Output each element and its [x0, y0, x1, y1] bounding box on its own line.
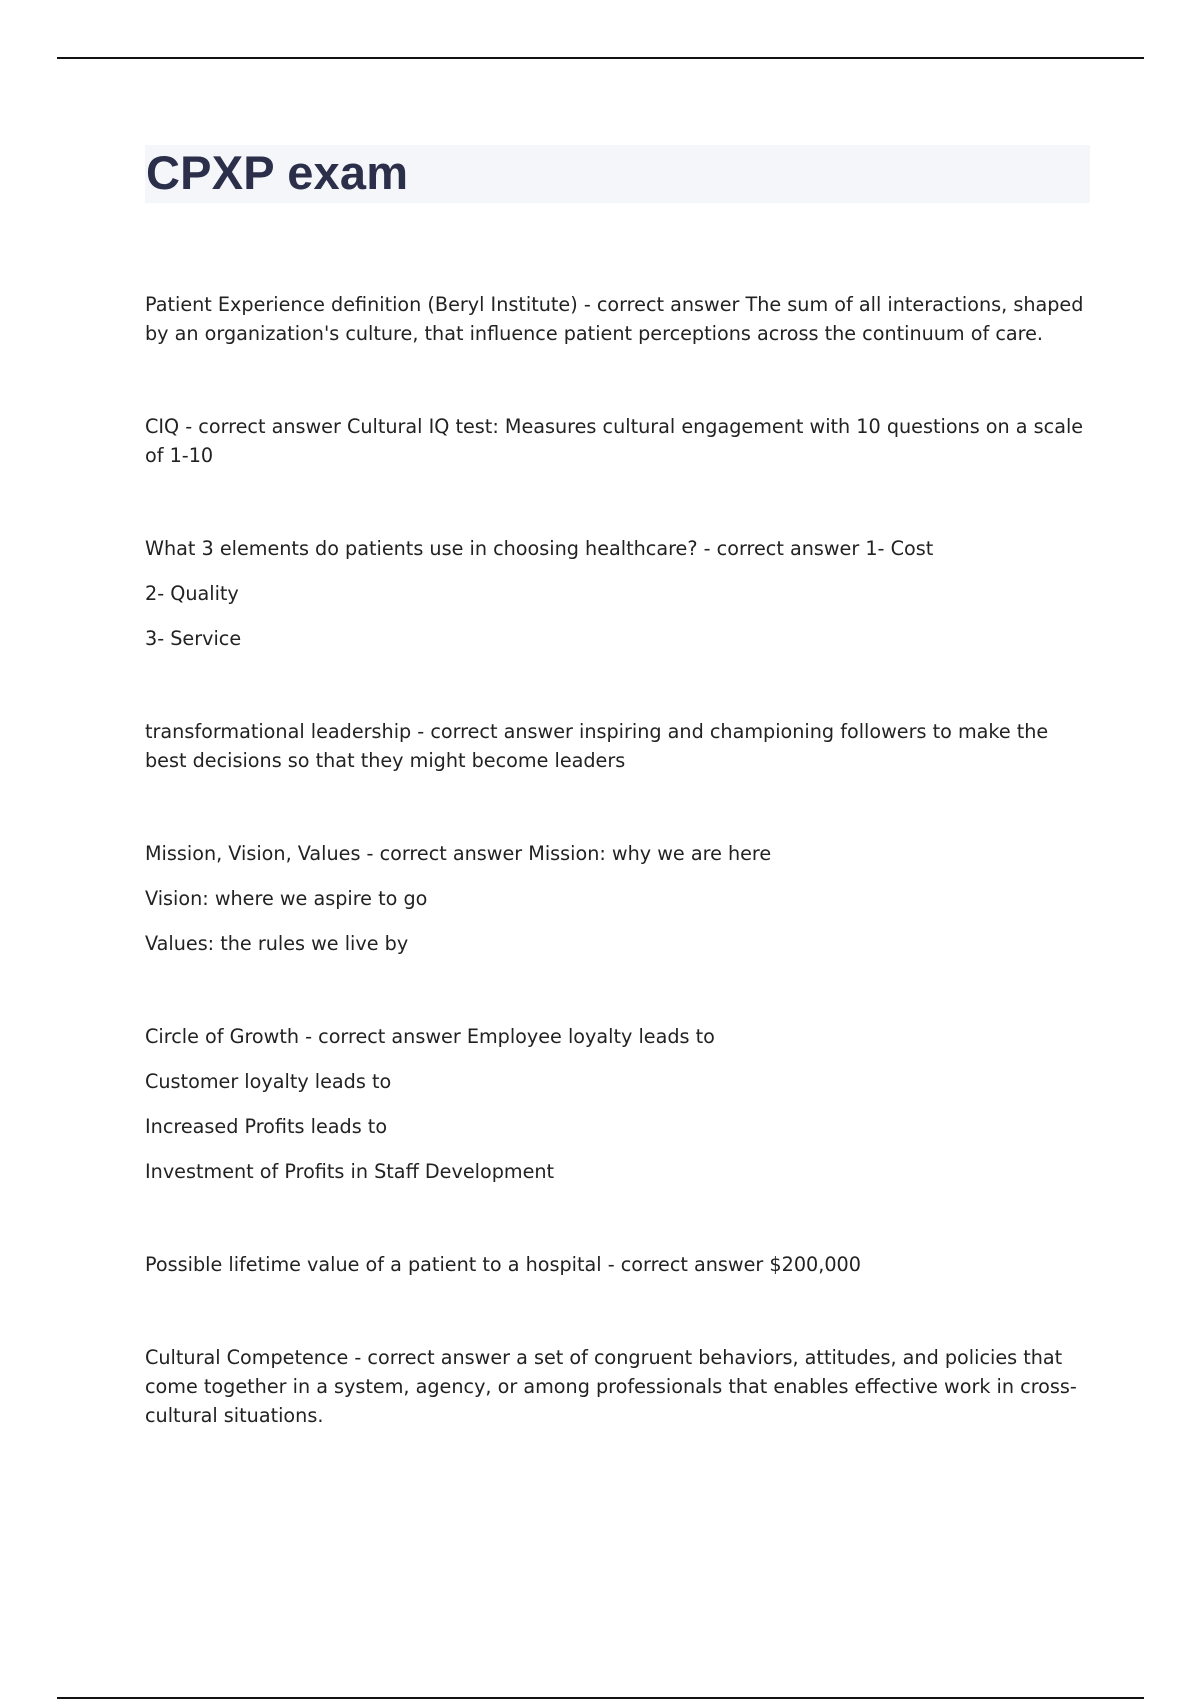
entry-line: Vision: where we aspire to go	[145, 887, 428, 910]
entry-line: Possible lifetime value of a patient to a hospital - correct answer $200,000	[145, 1253, 861, 1276]
entry-line: Investment of Profits in Staff Development	[145, 1160, 555, 1183]
entry-line: transformational leadership - correct answer inspiring and championing followers to make the best decisions so that they might become leaders	[145, 720, 1049, 772]
entry-line: Customer loyalty leads to	[145, 1070, 392, 1093]
entry-line: CIQ - correct answer Cultural IQ test: Measures cultural engagement with 10 questions on a scale of 1-10	[145, 415, 1084, 467]
document-title: CPXP exam	[146, 146, 409, 199]
qa-entry	[145, 717, 1090, 775]
qa-entry	[145, 290, 1090, 348]
entry-line: What 3 elements do patients use in choosing healthcare? - correct answer 1- Cost	[145, 537, 934, 560]
bottom-rule	[57, 1697, 1144, 1699]
qa-entry	[145, 1022, 1090, 1186]
entry-line: Values: the rules we live by	[145, 932, 409, 955]
document-body	[145, 290, 1090, 1494]
qa-entry	[145, 839, 1090, 958]
qa-entry	[145, 1343, 1090, 1430]
entry-line: Mission, Vision, Values - correct answer Mission: why we are here	[145, 842, 772, 865]
entry-line: 3- Service	[145, 627, 242, 650]
entry-line: Patient Experience definition (Beryl Institute) - correct answer The sum of all interactions, shaped by an organization's culture, that influence patient perceptions across the continuum of care.	[145, 293, 1084, 345]
qa-entry	[145, 534, 1090, 653]
qa-entry	[145, 412, 1090, 470]
entry-line: 2- Quality	[145, 582, 239, 605]
entry-line: Increased Profits leads to	[145, 1115, 388, 1138]
qa-entry	[145, 1250, 1090, 1279]
entry-line: Cultural Competence - correct answer a set of congruent behaviors, attitudes, and policies that come together in a system, agency, or among professionals that enables effective work in cross-cultural situations.	[145, 1346, 1077, 1427]
top-rule	[57, 57, 1144, 59]
entry-line: Circle of Growth - correct answer Employee loyalty leads to	[145, 1025, 715, 1048]
